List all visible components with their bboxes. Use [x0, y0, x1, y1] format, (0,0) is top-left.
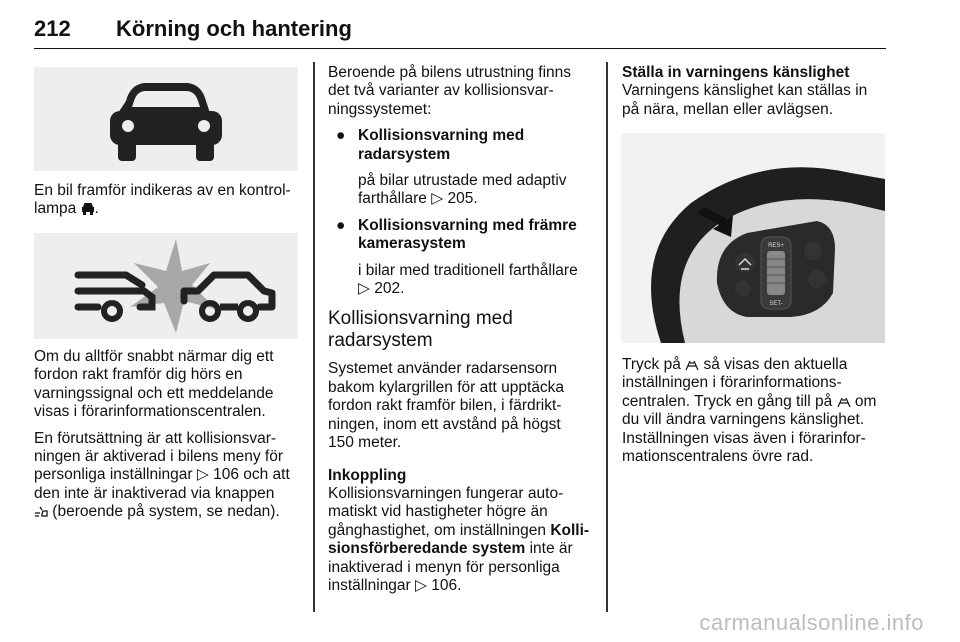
text-line: 205.: [443, 190, 478, 208]
paragraph: [34, 348, 306, 422]
distance-setting-icon: [837, 395, 851, 408]
page-ref-arrow-icon: ▷: [196, 466, 209, 484]
paragraph: [34, 430, 306, 522]
text-line: 106.: [426, 576, 462, 594]
text-line: Om du alltför snabbt närmar dig ett: [34, 348, 274, 365]
res-label: RES+: [768, 243, 784, 249]
text-line: 202.: [369, 280, 405, 298]
text-line: på nära, mellan eller avlägsen.: [622, 100, 834, 118]
bullet-dot: ●: [336, 216, 346, 234]
column-divider: [606, 62, 608, 612]
page-ref-arrow-icon: ▷: [415, 576, 427, 594]
page-ref-arrow-icon: ▷: [358, 280, 370, 298]
collision-cars-icon: [34, 233, 298, 339]
text-line: fordon rakt framför bilen, i färdrikt-: [328, 397, 562, 415]
paragraph: [622, 356, 892, 466]
text-line: Inställningen visas även i förarinfor-: [622, 429, 866, 447]
column-2: [328, 64, 596, 603]
text-line: ningen är aktiverad i bilens meny för: [34, 448, 283, 466]
set-label: SET-: [769, 301, 783, 307]
car-control-lamp-icon: [81, 202, 95, 215]
column-divider: [313, 62, 315, 612]
text-line: visas i förarinformationscentralen.: [34, 403, 266, 421]
car-front-icon: [34, 67, 298, 171]
text-line: inställningar: [328, 576, 416, 594]
text-line: varningssignal och ett meddelande: [34, 384, 274, 402]
steering-wheel-figure: [621, 133, 885, 343]
text-line: .: [94, 200, 99, 218]
text-line: Kolli-: [550, 521, 590, 539]
column-3-top: [622, 64, 892, 127]
text-line: Kollisionsvarning med främre: [358, 216, 577, 234]
text-line: inställningen i förarinformations-: [622, 374, 842, 392]
text-line: Beroende på bilens utrustning finns: [328, 64, 571, 81]
paragraph: [622, 64, 892, 119]
paragraph: [328, 64, 596, 119]
bullet-item: [328, 217, 596, 254]
text-line: centralen. Tryck en gång till på: [622, 392, 837, 410]
text-line: Kollisionsvarning med: [358, 127, 525, 145]
text-line: du vill ändra varningens känslighet.: [622, 411, 865, 429]
text-line: farthållare: [358, 190, 432, 208]
subheading: Inkoppling: [328, 466, 407, 484]
chapter-title: Körning och hantering: [116, 16, 352, 41]
page-number: 212: [34, 16, 71, 41]
page-ref-arrow-icon: ▷: [431, 190, 444, 208]
text-line: ningen, inom ett avstånd på högst: [328, 415, 561, 433]
text-line: Kollisionsvarningen fungerar auto-: [328, 484, 564, 502]
text-line: mationscentralens övre rad.: [622, 448, 814, 466]
paragraph: [328, 467, 596, 596]
text-line: (beroende på system, se nedan).: [48, 503, 280, 521]
column-1-text-a: [34, 182, 304, 227]
text-line: den inte är inaktiverad via knappen: [34, 484, 275, 502]
text-line: Varningens känslighet kan ställas in: [622, 82, 868, 100]
text-line: En förutsättning är att kollisionsvar-: [34, 429, 277, 447]
text-line: personliga inställningar: [34, 466, 197, 484]
text-line: radarsystem: [328, 330, 433, 352]
text-line: inte är: [525, 540, 573, 558]
text-line: så visas den aktuella: [699, 356, 848, 373]
text-line: Systemet använder radarsensorn: [328, 360, 558, 378]
text-line: Tryck på: [622, 356, 686, 373]
page-header: [34, 4, 886, 49]
bullet-item: [328, 127, 596, 164]
text-line: sionsförberedande system: [328, 540, 526, 558]
column-1-text-b: [34, 348, 306, 530]
text-line: lampa: [34, 200, 81, 218]
text-line: inaktiverad i menyn för personliga: [328, 558, 560, 576]
subheading: Ställa in varningens känslighet: [622, 64, 850, 81]
text-line: En bil framför indikeras av en kontrol-: [34, 182, 291, 199]
text-line: ningssystemet:: [328, 100, 432, 118]
text-line: radarsystem: [358, 145, 451, 163]
text-line: bakom kylargrillen för att upptäcka: [328, 378, 565, 396]
collision-warning-button-icon: [34, 505, 48, 518]
bullet-description: [328, 262, 596, 299]
bullet-description: [328, 172, 596, 209]
paragraph: [328, 360, 596, 452]
paragraph: [34, 182, 304, 219]
bullet-dot: ●: [336, 127, 346, 145]
text-line: kamerasystem: [358, 235, 466, 253]
text-line: det två varianter av kollisionsvar-: [328, 82, 554, 100]
car-front-figure: [34, 67, 298, 171]
collision-figure: [34, 233, 298, 339]
text-line: 106 och att: [208, 466, 290, 484]
text-line: i bilar med traditionell farthållare: [358, 261, 578, 279]
text-line: gånghastighet, om inställningen: [328, 521, 551, 539]
text-line: 150 meter.: [328, 434, 402, 452]
text-line: fordon rakt framför dig hörs en: [34, 366, 243, 384]
text-line: på bilar utrustade med adaptiv: [358, 172, 567, 190]
watermark: carmanualsonline.info: [699, 610, 924, 635]
steering-wheel-buttons-icon: [621, 133, 885, 343]
text-line: matiskt vid hastigheter högre än: [328, 503, 548, 521]
column-3-bottom: [622, 356, 892, 474]
text-line: om: [850, 392, 877, 410]
section-heading: [328, 308, 596, 352]
text-line: Kollisionsvarning med: [328, 308, 513, 330]
distance-setting-icon: [685, 358, 699, 371]
